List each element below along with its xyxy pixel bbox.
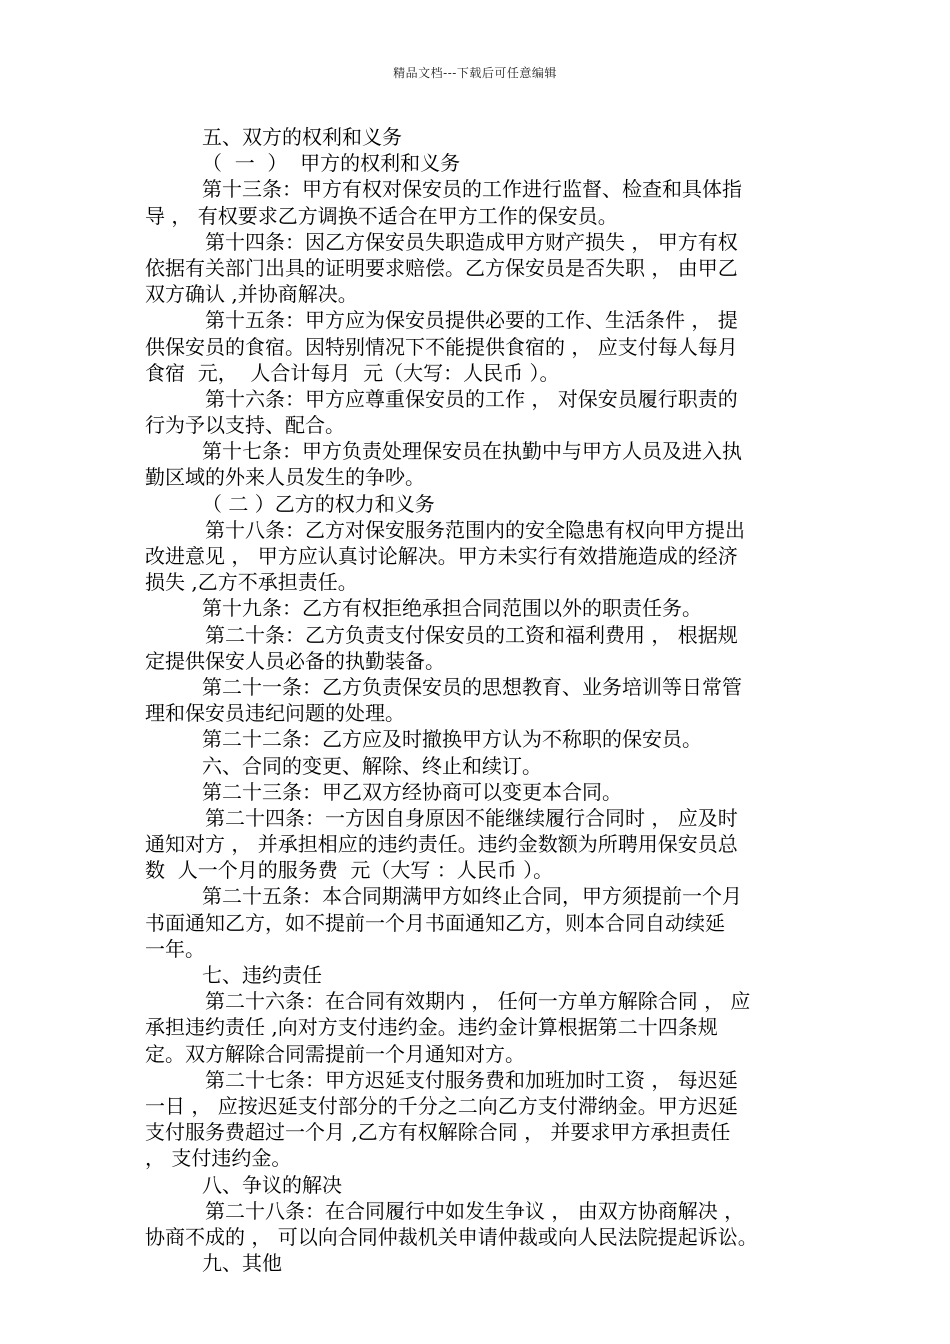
paragraph-line: ， 支付违约金。 (145, 1146, 292, 1171)
section-heading: 七、违约责任 (202, 963, 322, 987)
paragraph-line: 行为予以支持、配合。 (145, 413, 345, 438)
paragraph-line: 第二十八条：在合同履行中如发生争议 ， 由双方协商解决 ， (205, 1198, 745, 1223)
paragraph-line: 理和保安员违纪问题的处理。 (145, 701, 405, 726)
page-header: 精品文档---下载后可任意编辑 (393, 66, 557, 80)
paragraph-line: 第二十三条：甲乙双方经协商可以变更本合同。 (202, 779, 622, 804)
paragraph-line: 供保安员的食宿。因特别情况下不能提供食宿的 ， 应支付每人每月 (145, 334, 738, 359)
subsection-heading: （ 一 ） 甲方的权利和义务 (202, 151, 461, 176)
paragraph-line: 支付服务费超过一个月 ,乙方有权解除合同 ， 并要求甲方承担责任 (145, 1120, 731, 1145)
paragraph-line: 数 人一个月的服务费 元（大写 ：人民币 ）。 (145, 858, 554, 883)
paragraph-line: 勤区域的外来人员发生的争吵。 (145, 465, 425, 490)
paragraph-line: 协商不成的 ， 可以向合同仲裁机关申请仲裁或向人民法院提起诉讼。 (145, 1224, 758, 1249)
subsection-heading: （ 二 ）乙方的权力和义务 (202, 491, 435, 516)
paragraph-line: 定。双方解除合同需提前一个月通知对方。 (145, 1041, 525, 1066)
section-heading: 九、其他 (202, 1251, 282, 1276)
paragraph-line: 依据有关部门出具的证明要求赔偿。乙方保安员是否失职 ， 由甲乙 (145, 255, 738, 280)
paragraph-line: 第二十七条：甲方迟延支付服务费和加班加时工资 ， 每迟延 (205, 1067, 738, 1092)
document-body (145, 124, 813, 1276)
paragraph-line: 食宿 元， 人合计每月 元（大写：人民币 ）。 (145, 360, 560, 385)
paragraph-line: 第二十条：乙方负责支付保安员的工资和福利费用 ， 根据规 (205, 622, 738, 647)
paragraph-line: 第二十一条：乙方负责保安员的思想教育、业务培训等日常管 (202, 674, 742, 699)
paragraph-line: 承担违约责任 ,向对方支付违约金。违约金计算根据第二十四条规 (145, 1015, 718, 1040)
paragraph-line: 第二十六条：在合同有效期内 ， 任何一方单方解除合同 ， 应 (205, 989, 751, 1014)
section-heading: 八、争议的解决 (202, 1172, 342, 1197)
paragraph-line: 改进意见 ， 甲方应认真讨论解决。甲方未实行有效措施造成的经济 (145, 544, 738, 568)
paragraph-line: 一日 ， 应按迟延支付部分的千分之二向乙方支付滞纳金。甲方迟延 (145, 1093, 738, 1118)
paragraph-line: 第十三条：甲方有权对保安员的工作进行监督、检查和具体指 (202, 177, 742, 202)
section-heading: 六、合同的变更、解除、终止和续订。 (202, 753, 542, 778)
paragraph-line: 第十五条：甲方应为保安员提供必要的工作、生活条件 ， 提 (205, 308, 738, 333)
paragraph-line: 第十六条：甲方应尊重保安员的工作 ， 对保安员履行职责的 (205, 386, 738, 411)
paragraph-line: 第二十四条：一方因自身原因不能继续履行合同时 ， 应及时 (205, 805, 738, 830)
section-heading: 五、双方的权利和义务 (202, 125, 402, 149)
paragraph-line: 第十七条：甲方负责处理保安员在执勤中与甲方人员及进入执 (202, 439, 742, 464)
paragraph-line: 一年。 (145, 936, 205, 961)
paragraph-line: 书面通知乙方，如不提前一个月书面通知乙方，则本合同自动续延 (145, 910, 725, 935)
paragraph-line: 定提供保安人员必备的执勤装备。 (145, 648, 445, 673)
paragraph-line: 导 ， 有权要求乙方调换不适合在甲方工作的保安员。 (145, 203, 618, 228)
paragraph-line: 第二十二条：乙方应及时撤换甲方认为不称职的保安员。 (202, 727, 702, 752)
paragraph-line: 双方确认 ,并协商解决。 (145, 282, 358, 307)
paragraph-line: 第二十五条：本合同期满甲方如终止合同，甲方须提前一个月 (202, 884, 742, 909)
paragraph-line: 第十八条：乙方对保安服务范围内的安全隐患有权向甲方提出 (205, 517, 745, 542)
paragraph-line: 通知对方 ， 并承担相应的违约责任。违约金数额为所聘用保安员总 (145, 832, 738, 857)
paragraph-line: 第十四条：因乙方保安员失职造成甲方财产损失 ， 甲方有权 (205, 229, 738, 254)
paragraph-line: 第十九条：乙方有权拒绝承担合同范围以外的职责任务。 (202, 596, 702, 621)
paragraph-line: 损失 ,乙方不承担责任。 (145, 570, 358, 595)
